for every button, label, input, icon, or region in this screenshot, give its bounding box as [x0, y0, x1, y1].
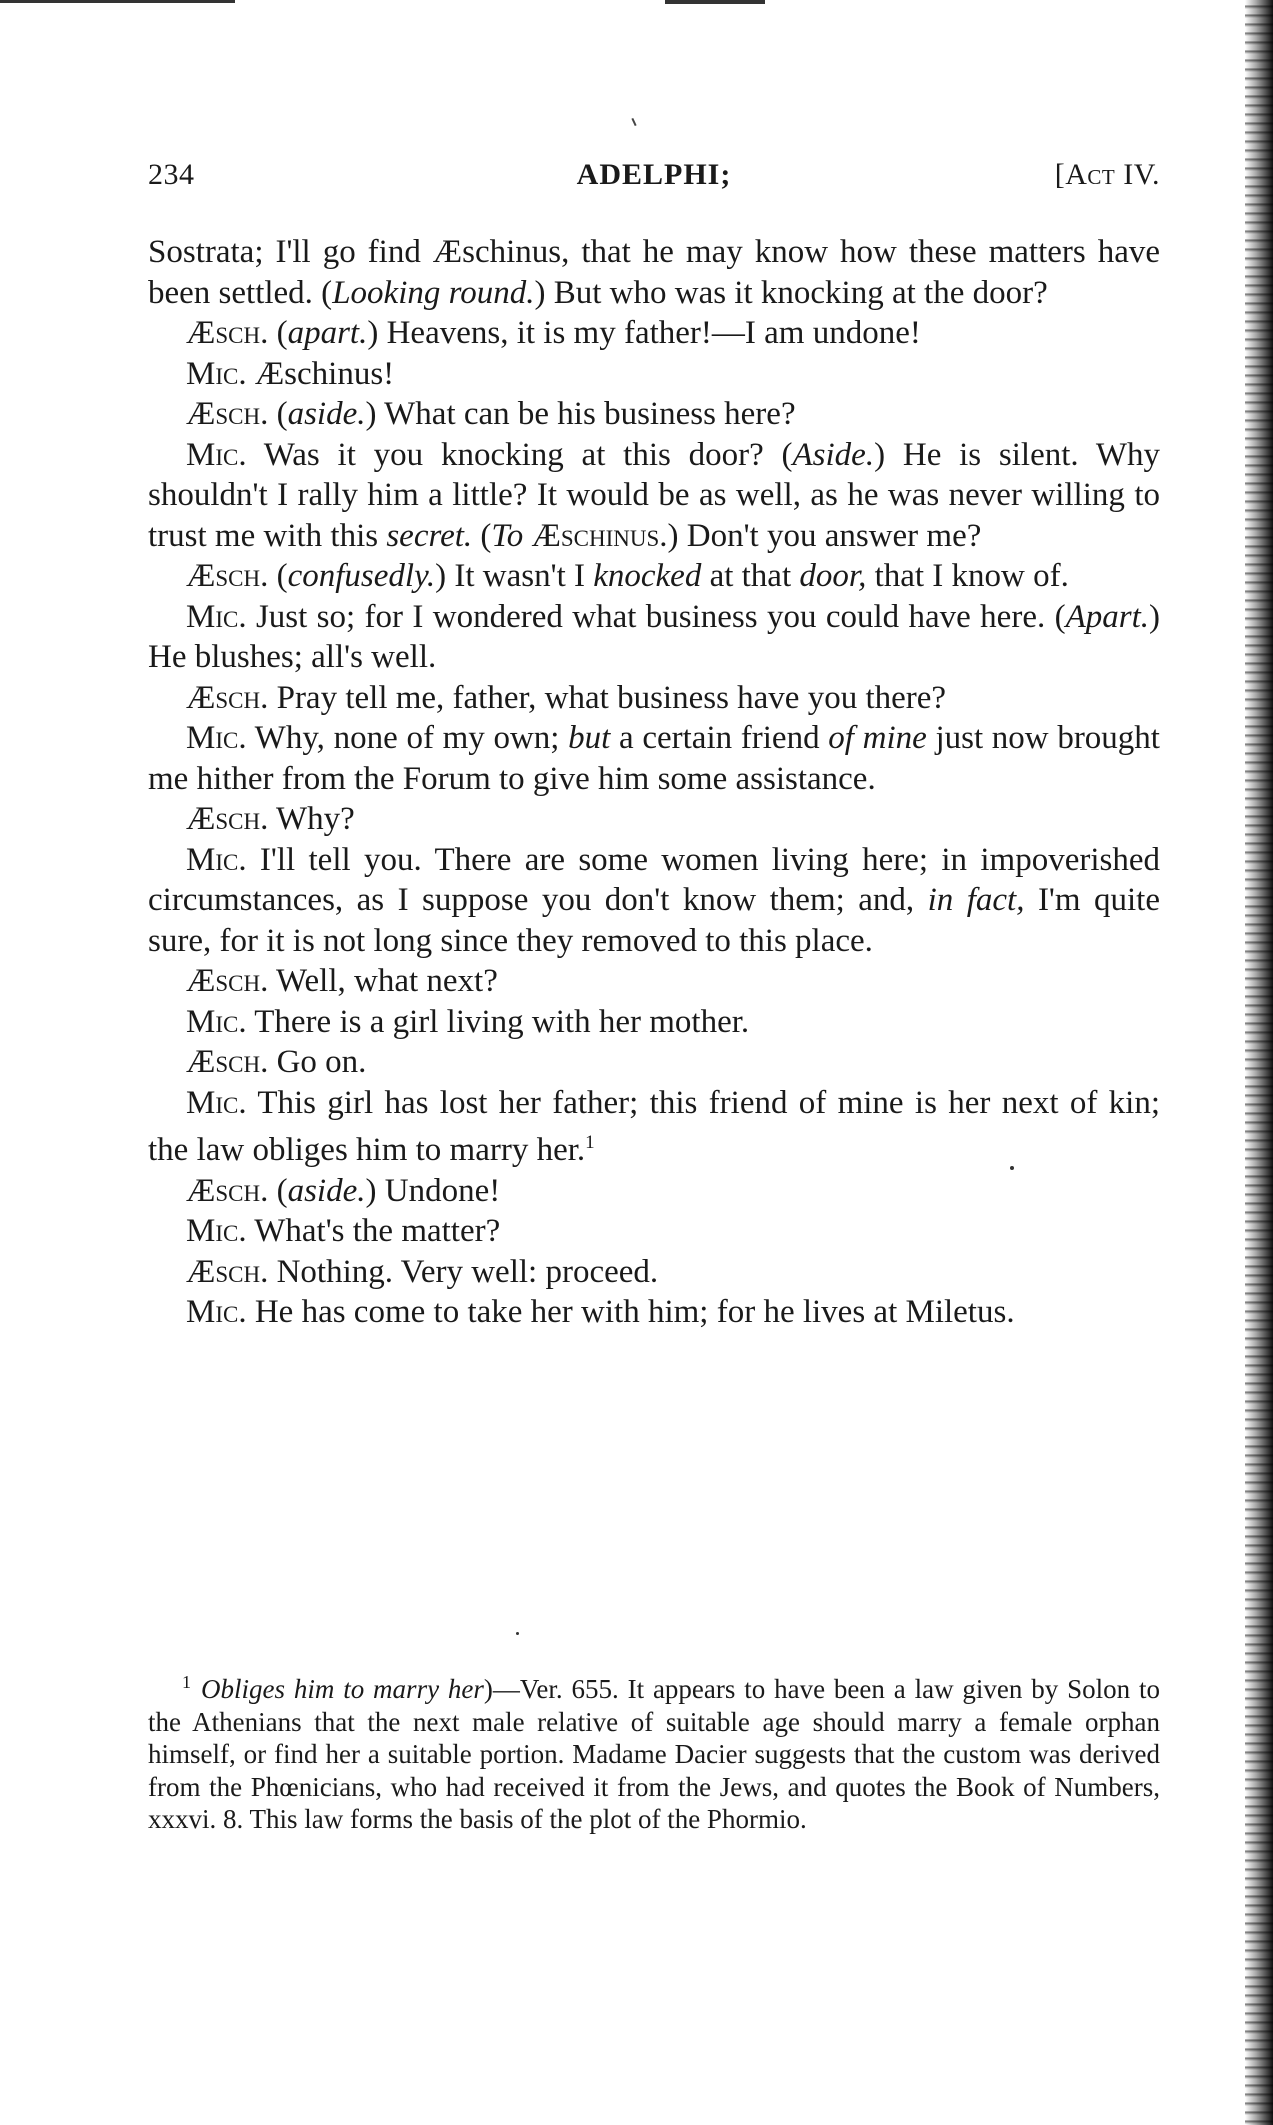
- dialogue-paragraph: [148, 1083, 1160, 1171]
- dialogue-text: (: [268, 558, 288, 594]
- stage-direction: To: [491, 517, 524, 554]
- dialogue-text: He has come to take her with him; for he lives at Miletus.: [246, 1294, 1015, 1330]
- footnote: [148, 1666, 1160, 1836]
- stage-direction: secret.: [386, 517, 473, 554]
- dialogue-paragraph: [148, 1042, 1160, 1083]
- speaker-name: Mic.: [186, 1084, 247, 1121]
- speaker-name: Mic.: [186, 1003, 247, 1040]
- stage-direction: aside.: [287, 396, 366, 432]
- dialogue-text: I'm quite sure, for it is not long since they removed to this place.: [148, 882, 1160, 959]
- scan-edge-mark: [665, 0, 765, 4]
- dialogue-paragraph: [148, 718, 1160, 799]
- dialogue-text: (: [472, 517, 492, 554]
- dialogue-text: ) It wasn't I: [435, 558, 594, 594]
- stage-direction: Apart.: [1065, 598, 1149, 635]
- dialogue-text: This girl has lost her father; this friend of mine is her next of kin; the law obliges him to marry her.: [148, 1084, 1160, 1168]
- dialogue-paragraph: [148, 394, 1160, 435]
- act-label: [Act IV.: [1054, 158, 1160, 191]
- footnote-mark: 1: [182, 1672, 191, 1692]
- dialogue-paragraph: [148, 232, 1160, 313]
- dialogue-text: [523, 518, 531, 554]
- dialogue-paragraph: [148, 1211, 1160, 1252]
- stage-direction: confusedly.: [287, 558, 436, 594]
- speaker-name: Æsch.: [186, 801, 269, 837]
- dialogue-text: ) He is silent. Why shouldn't I rally him a little? It would be as well, as he was never willing to trust me with this: [148, 436, 1160, 554]
- dialogue-paragraph: [148, 313, 1160, 354]
- dialogue-text: a certain friend: [610, 720, 829, 756]
- scan-speck: [631, 118, 636, 126]
- stage-direction: but: [568, 720, 611, 756]
- dialogue-text: Nothing. Very well: proceed.: [268, 1253, 659, 1290]
- dialogue-text: I'll tell you. There are some women living here; in impoverished circumstances, as I suppose you don't know them; and,: [148, 841, 1160, 918]
- speaker-name: Æsch.: [186, 1253, 269, 1290]
- dialogue-text: Why?: [268, 801, 355, 837]
- stage-direction: of mine: [828, 720, 927, 756]
- dialogue-text: (: [268, 1172, 288, 1209]
- stage-direction: Aside.: [792, 436, 875, 473]
- scan-speck: [516, 1632, 519, 1635]
- speaker-name: Æsch.: [186, 1044, 269, 1080]
- dialogue-text: Sostrata; I'll go find Æschinus, that he may know how these matters have been settled. (: [148, 234, 1160, 311]
- dialogue-paragraph: [148, 556, 1160, 597]
- dialogue-text: Just so; for I wondered what business you could have here. (: [246, 598, 1066, 635]
- dialogue-paragraph: [148, 1252, 1160, 1293]
- speaker-name: Mic.: [186, 1213, 247, 1249]
- dialogue-text: Was it you knocking at this door? (: [246, 436, 793, 473]
- dialogue-text: Well, what next?: [268, 963, 498, 999]
- stage-direction: aside.: [287, 1172, 366, 1209]
- dialogue-text: Why, none of my own;: [246, 720, 569, 756]
- dialogue-paragraph: [148, 1292, 1160, 1333]
- page-header: [148, 150, 1160, 210]
- footnote-lemma: Obliges him to marry her: [201, 1674, 484, 1704]
- dialogue-text: ) Heavens, it is my father!—I am undone!: [367, 315, 921, 351]
- scan-edge-mark: [0, 0, 235, 3]
- dialogue-text: ) Undone!: [365, 1172, 501, 1209]
- dialogue-text: that I know of.: [866, 558, 1069, 594]
- dialogue-paragraph: [148, 597, 1160, 678]
- speaker-name: Mic.: [186, 1294, 247, 1330]
- speaker-name: Mic.: [186, 598, 247, 635]
- stage-direction: Looking round.: [332, 274, 535, 311]
- dialogue-paragraph: [148, 435, 1160, 557]
- dialogue-body: [148, 232, 1160, 1333]
- speaker-name: Æsch.: [186, 315, 269, 351]
- dialogue-text: (: [268, 396, 288, 432]
- dialogue-paragraph: [148, 354, 1160, 395]
- dialogue-text: just now brought me hither from the Forum to give him some assistance.: [148, 720, 1160, 797]
- dialogue-text: (: [268, 315, 288, 351]
- dialogue-paragraph: [148, 1002, 1160, 1043]
- page-edge-shadow: [1245, 0, 1273, 2125]
- dialogue-text: ) He blushes; all's well.: [148, 598, 1160, 675]
- speaker-name: Æsch.: [186, 396, 269, 432]
- dialogue-text: What's the matter?: [246, 1213, 501, 1249]
- running-title: ADELPHI;: [576, 158, 732, 191]
- speaker-name: Æsch.: [186, 1172, 269, 1209]
- stage-direction: apart.: [287, 315, 368, 351]
- speaker-name: Mic.: [186, 355, 247, 392]
- dialogue-text: There is a girl living with her mother.: [246, 1003, 750, 1040]
- dialogue-paragraph: [148, 1171, 1160, 1212]
- dialogue-text: ) What can be his business here?: [365, 396, 796, 432]
- speaker-name: Mic.: [186, 720, 247, 756]
- dialogue-paragraph: [148, 840, 1160, 962]
- speaker-name: Mic.: [186, 436, 247, 473]
- book-page: [148, 150, 1160, 1333]
- stage-direction: knocked: [593, 558, 702, 594]
- dialogue-paragraph: [148, 799, 1160, 840]
- speaker-name: Æsch.: [186, 963, 269, 999]
- footnote-text: )—Ver. 655. It appears to have been a law given by Solon to the Athenians that the next male relative of suitable age should marry a female orphan himself, or find her a suitable portion. Madame Dacier suggests that the custom was derived from the Phœnicians, who had received it from the Jews, and quotes the Book of Numbers, xxxvi. 8. This law forms the basis of the plot of the Phormio.: [148, 1674, 1160, 1834]
- speaker-name: Mic.: [186, 841, 247, 878]
- dialogue-paragraph: [148, 961, 1160, 1002]
- dialogue-text: ) Don't you answer me?: [667, 517, 982, 554]
- stage-direction: door,: [799, 558, 867, 594]
- dialogue-paragraph: [148, 678, 1160, 719]
- dialogue-text: Æschinus!: [246, 355, 395, 392]
- dialogue-text: at that: [701, 558, 800, 594]
- stage-direction: in fact,: [927, 882, 1025, 918]
- dialogue-text: Pray tell me, father, what business have you there?: [268, 679, 947, 716]
- dialogue-text: Go on.: [268, 1044, 367, 1080]
- page-number: 234: [148, 158, 195, 191]
- speaker-name: Æsch.: [186, 558, 269, 594]
- speaker-name: Æschinus.: [531, 517, 668, 554]
- speaker-name: Æsch.: [186, 679, 269, 716]
- footnote-reference: 1: [585, 1132, 595, 1153]
- dialogue-text: ) But who was it knocking at the door?: [534, 274, 1048, 311]
